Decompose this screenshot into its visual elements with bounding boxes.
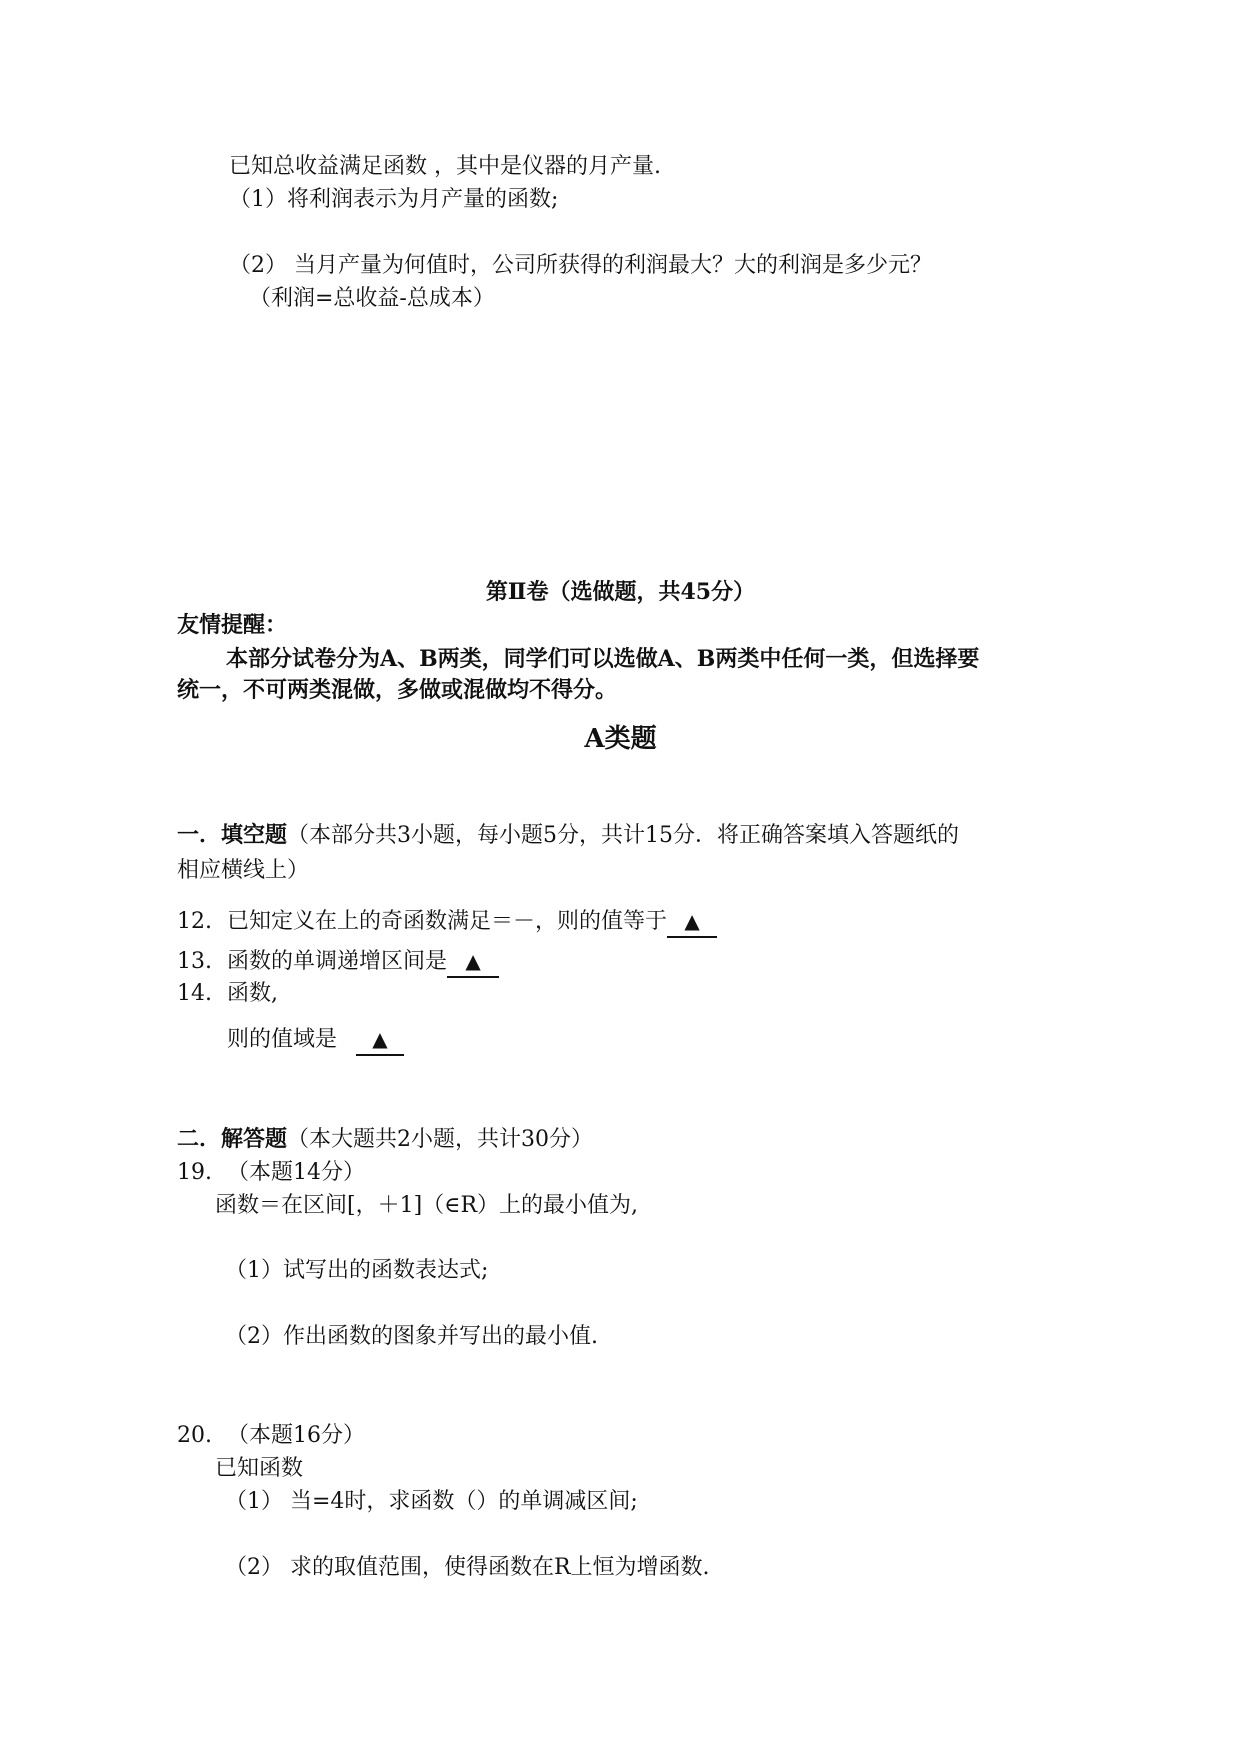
question-19-stem: 函数＝在区间[，＋1]（∈R）上的最小值为,	[215, 1193, 639, 1218]
answer-blank: ▲	[447, 946, 499, 978]
question-19	[177, 1158, 365, 1188]
question-text: 函数,	[227, 981, 278, 1006]
carry-over-line: 已知总收益满足函数 ，其中是仪器的月产量.	[229, 154, 661, 179]
question-text: 函数的单调递增区间是	[227, 949, 448, 974]
question-14-line-2	[227, 1024, 404, 1056]
question-13	[177, 946, 499, 978]
reminder-line-1: 本部分试卷分为A、B两类，同学们可以选做A、B两类中任何一类，但选择要	[226, 646, 980, 672]
question-19-sub-1: （1）试写出的函数表达式;	[225, 1258, 489, 1283]
question-19-sub-2: （2）作出函数的图象并写出的最小值.	[225, 1324, 598, 1349]
question-20-sub-1: （1） 当=4时，求函数（）的单调减区间;	[225, 1489, 638, 1514]
part1-desc-line-2: 相应横线上）	[177, 858, 310, 883]
reminder-label: 友情提醒：	[177, 612, 288, 638]
answer-blank: ▲	[667, 906, 717, 938]
carry-over-item-2: （2） 当月产量为何值时，公司所获得的利润最大？大的利润是多少元？	[229, 253, 932, 278]
question-number: 14.	[177, 981, 212, 1006]
answer-blank: ▲	[356, 1024, 404, 1056]
question-text: 则的值域是	[227, 1027, 344, 1052]
carry-over-note: （利润=总收益-总成本）	[249, 286, 495, 311]
question-14	[177, 979, 278, 1009]
question-20	[177, 1421, 365, 1451]
question-number: 13.	[177, 949, 212, 974]
question-number: 19.	[177, 1160, 212, 1185]
part1-heading: 一．填空题	[177, 822, 288, 848]
part1-desc: （本部分共3小题，每小题5分，共计15分．将正确答案填入答题纸的	[287, 823, 960, 848]
reminder-line-2: 统一，不可两类混做，多做或混做均不得分。	[177, 677, 618, 703]
category-title: A类题	[584, 724, 657, 754]
part2-heading: 二．解答题	[177, 1126, 288, 1152]
question-text: 已知定义在上的奇函数满足＝－，则的值等于	[227, 909, 668, 934]
question-20-sub-2: （2） 求的取值范围，使得函数在R上恒为增函数.	[225, 1555, 710, 1580]
part2-desc: （本大题共2小题，共计30分）	[287, 1127, 594, 1152]
section-title: 第Ⅱ卷（选做题，共45分）	[485, 579, 756, 605]
part2-header	[177, 1124, 593, 1155]
question-20-stem: 已知函数	[215, 1456, 304, 1481]
carry-over-item-1: （1）将利润表示为月产量的函数;	[229, 187, 559, 212]
question-number: 12.	[177, 909, 212, 934]
question-score: （本题14分）	[227, 1160, 365, 1185]
question-12	[177, 906, 717, 938]
question-score: （本题16分）	[227, 1423, 365, 1448]
part1-header	[177, 820, 959, 851]
question-number: 20.	[177, 1423, 212, 1448]
